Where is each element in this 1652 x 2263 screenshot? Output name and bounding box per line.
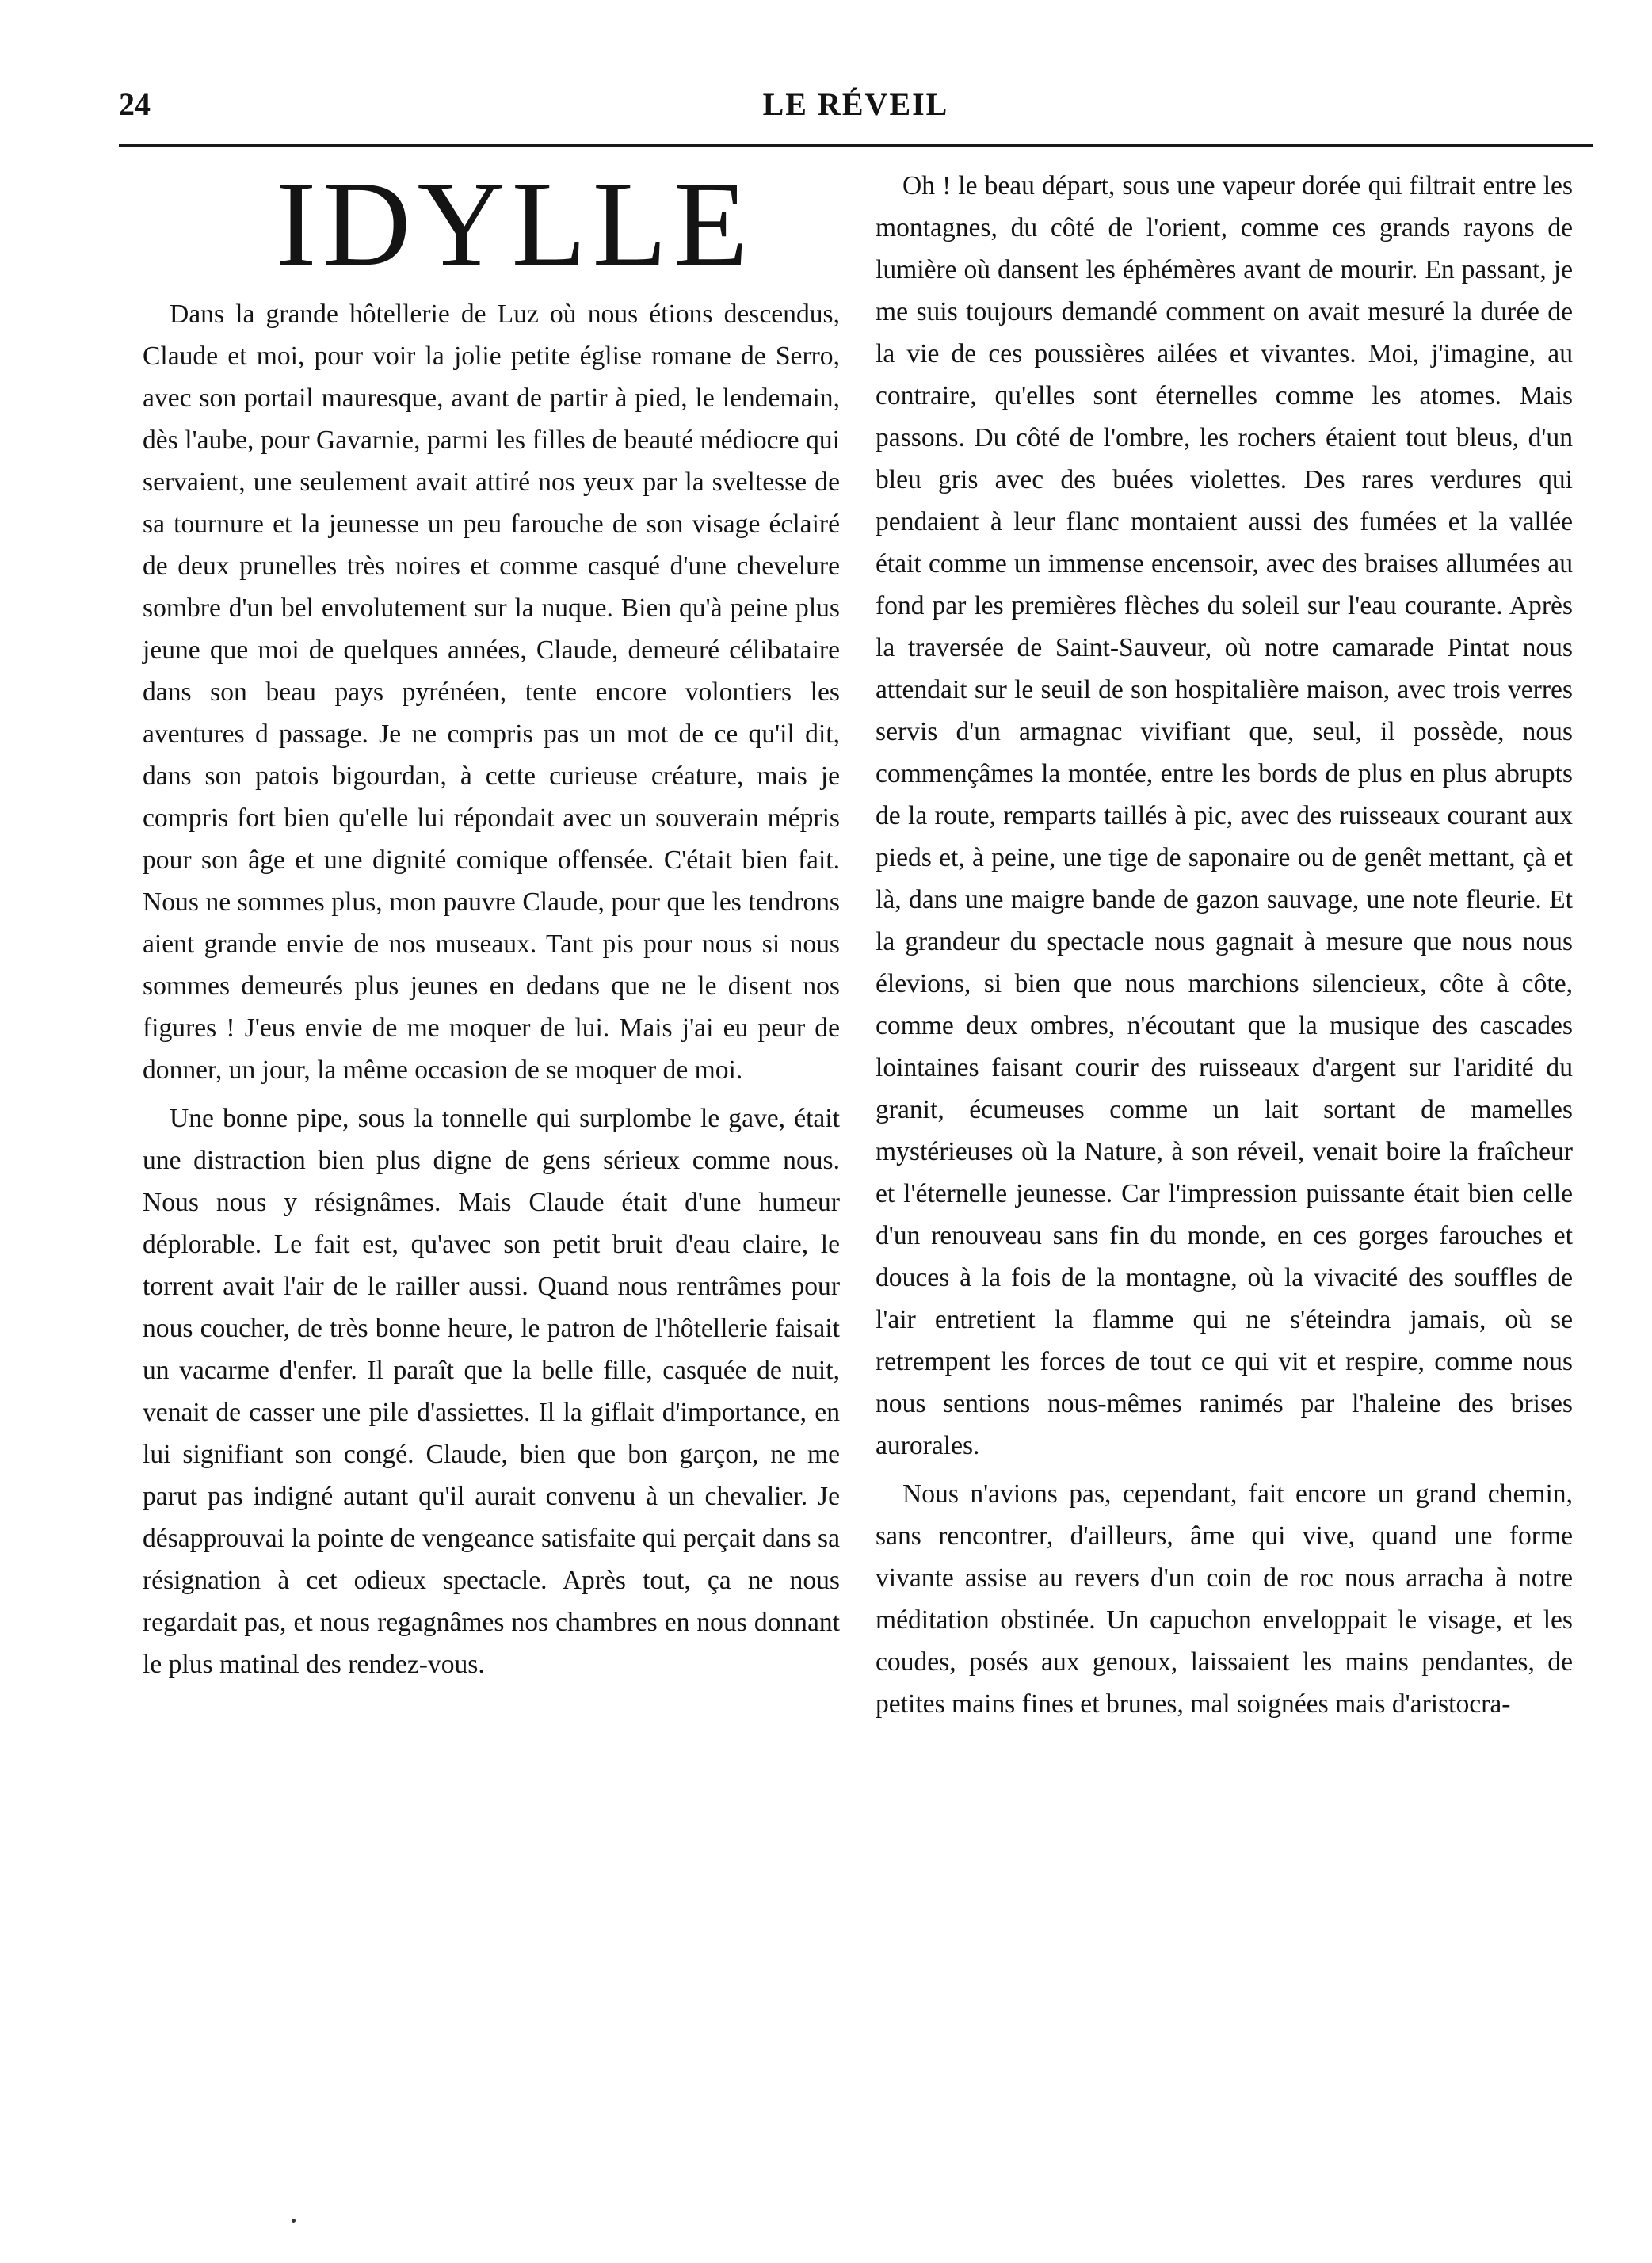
paragraph: Une bonne pipe, sous la tonnelle qui surplombe le gave, était une distraction bien plus digne de gens sérieux comme nous. Nous nous y résignâmes. Mais Claude était d'une humeur déplorable. Le fait est, qu'avec son petit bruit d'eau claire, le torrent avait l'air de le railler aussi. Quand nous rentrâmes pour nous coucher, de très bonne heure, le patron de l'hôtellerie faisait un vacarme d'enfer. Il paraît que la belle fille, casquée de nuit, venait de casser une pile d'assiettes. Il la giflait d'importance, en lui signifiant son congé. Claude, bien que bon garçon, ne me parut pas indigné autant qu'il aurait convenu à un chevalier. Je désapprouvai la pointe de vengeance satisfaite qui perçait dans sa résignation à cet odieux spectacle. Après tout, ça ne nous regardait pas, et nous regagnâmes nos chambres en nous donnant le plus matinal des rendez-vous. [143, 1104, 840, 1679]
paragraph: Nous n'avions pas, cependant, fait encore un grand chemin, sans rencontrer, d'ailleurs, âme qui vive, quand une forme vivante assise au revers d'un coin de roc nous arracha à notre méditation obstinée. Un capuchon enveloppait le visage, et les coudes, posés aux genoux, laissaient les mains pendantes, de petites mains fines et brunes, mal soignées mais d'aristocra- [876, 1479, 1573, 1719]
left-column [143, 157, 840, 1692]
right-column [876, 165, 1573, 1731]
page-number: 24 [119, 86, 151, 122]
paragraph: Dans la grande hôtellerie de Luz où nous étions descendus, Claude et moi, pour voir la jolie petite église romane de Serro, avec son portail mauresque, avant de partir à pied, le lendemain, dès l'aube, pour Gavarnie, parmi les filles de beauté médiocre qui servaient, une seulement avait attiré nos yeux par la sveltesse de sa tournure et la jeunesse un peu farouche de son visage éclairé de deux prunelles très noires et comme casqué d'une chevelure sombre d'un bel envolutement sur la nuque. Bien qu'à peine plus jeune que moi de quelques années, Claude, demeuré célibataire dans son beau pays pyrénéen, tente encore volontiers les aventures d passage. Je ne compris pas un mot de ce qu'il dit, dans son patois bigourdan, à cette curieuse créature, mais je compris fort bien qu'elle lui répondait avec un souverain mépris pour son âge et une dignité comique offensée. C'était bien fait. Nous ne sommes plus, mon pauvre Claude, pour que les tendrons aient grande envie de nos museaux. Tant pis pour nous si nous sommes demeurés plus jeunes en dedans que ne le disent nos figures ! J'eus envie de me moquer de lui. Mais j'ai eu peur de donner, un jour, la même occasion de se moquer de moi. [143, 300, 840, 1085]
print-speck [292, 2219, 296, 2223]
running-title: LE RÉVEIL [762, 86, 949, 122]
header-rule [119, 144, 1593, 147]
paragraph: Oh ! le beau départ, sous une vapeur dorée qui filtrait entre les montagnes, du côté de l'orient, comme ces grands rayons de lumière où dansent les éphémères avant de mourir. En passant, je me suis toujours demandé comment on avait mesuré la durée de la vie de ces poussières ailées et vivantes. Moi, j'imagine, au contraire, qu'elles sont éternelles comme les atomes. Mais passons. Du côté de l'ombre, les rochers étaient tout bleus, d'un bleu gris avec des buées violettes. Des rares verdures qui pendaient à leur flanc montaient aussi des fumées et la vallée était comme un immense encensoir, avec des braises allumées au fond par les premières flèches du soleil sur l'eau courante. Après la traversée de Saint-Sauveur, où notre camarade Pintat nous attendait sur le seuil de son hospitalière maison, avec trois verres servis d'un armagnac vivifiant que, seul, il possède, nous commençâmes la montée, entre les bords de plus en plus abrupts de la route, remparts taillés à pic, avec des ruisseaux courant aux pieds et, à peine, une tige de saponaire ou de genêt mettant, çà et là, dans une maigre bande de gazon sauvage, une note fleurie. Et la grandeur du spectacle nous gagnait à mesure que nous nous élevions, si bien que nous marchions silencieux, côte à côte, comme deux ombres, n'écoutant que la musique des cascades lointaines faisant courir des ruisseaux d'argent sur l'aridité du granit, écumeuses comme un lait sortant de mamelles mystérieuses où la Nature, à son réveil, venait boire la fraîcheur et l'éternelle jeunesse. Car l'impression puissante était bien celle d'un renouveau sans fin du monde, en ces gorges farouches et douces à la fois de la montagne, où la vivacité des souffles de l'air entretient la flamme qui ne s'éteindra jamais, où se retrempent les forces de tout ce qui vit et respire, comme nous nous sentions nous-mêmes ranimés par l'haleine des brises aurorales. [876, 171, 1573, 1460]
page-header [119, 79, 1593, 135]
article-title: IDYLLE [276, 157, 754, 292]
